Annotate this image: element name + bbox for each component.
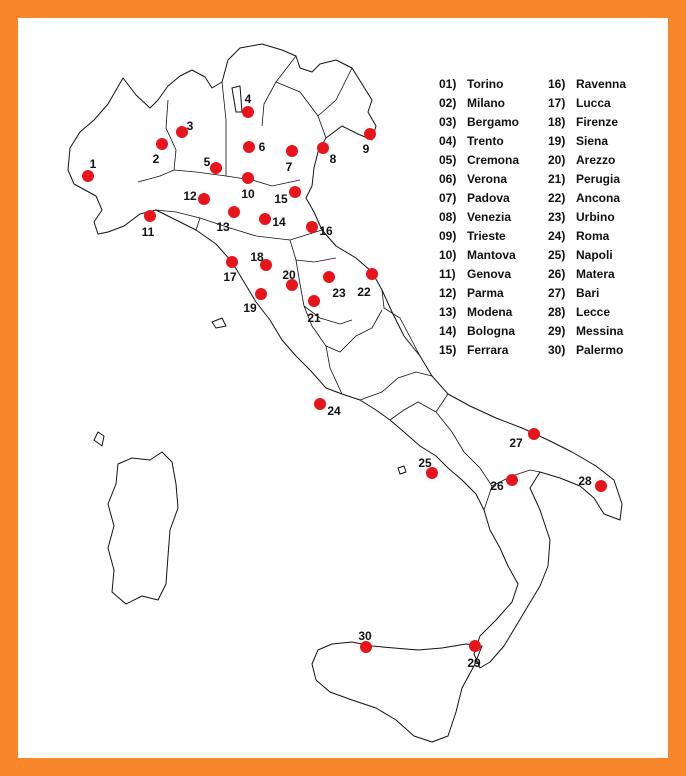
city-pin-ferrara (289, 186, 301, 198)
legend-row (439, 303, 519, 322)
legend-row (439, 284, 519, 303)
legend-city-name: Trieste (467, 229, 506, 243)
city-pin-label: 20 (282, 268, 296, 283)
legend-city-name: Trento (467, 134, 504, 148)
mainland-coastline (68, 44, 622, 671)
sicily-coastline (312, 642, 482, 742)
legend-number: 26) (548, 267, 566, 281)
legend-city-name: Milano (467, 96, 505, 110)
lake-outline (232, 86, 242, 112)
legend-city-name: Arezzo (576, 153, 616, 167)
city-pin-torino (82, 170, 94, 182)
legend-number: 29) (548, 324, 566, 338)
legend-city-name: Cremona (467, 153, 520, 167)
legend-number: 22) (548, 191, 566, 205)
city-pin-padova (286, 145, 298, 157)
legend-row (439, 246, 519, 265)
city-pin-label: 3 (186, 119, 194, 134)
legend-row (548, 75, 626, 94)
legend-row (439, 132, 519, 151)
legend-city-name: Messina (576, 324, 624, 338)
legend-row (439, 189, 519, 208)
legend-col1 (439, 75, 519, 360)
legend-city-name: Modena (467, 305, 513, 319)
legend-city-name: Urbino (576, 210, 615, 224)
city-pin-genova (144, 210, 156, 222)
city-pin-matera (506, 474, 518, 486)
legend-city-name: Bergamo (467, 115, 520, 129)
legend-city-name: Lucca (576, 96, 611, 110)
legend-row (548, 246, 626, 265)
city-pin-label: 17 (223, 270, 237, 285)
legend-city-name: Bari (576, 286, 600, 300)
legend-city-name: Padova (467, 191, 510, 205)
legend-row (548, 94, 626, 113)
legend-row (548, 265, 626, 284)
city-pin-label: 14 (272, 215, 286, 230)
legend-number: 10) (439, 248, 457, 262)
legend-row (548, 189, 626, 208)
legend-row (548, 322, 626, 341)
legend-number: 13) (439, 305, 457, 319)
legend-number: 05) (439, 153, 457, 167)
legend-row (548, 170, 626, 189)
city-pin-label: 8 (329, 152, 337, 167)
legend-city-name: Verona (467, 172, 508, 186)
legend-number: 07) (439, 191, 457, 205)
legend-row (439, 265, 519, 284)
italy-outline (68, 44, 622, 742)
legend-city-name: Venezia (467, 210, 512, 224)
city-pin-mantova (242, 172, 254, 184)
legend-number: 19) (548, 134, 566, 148)
legend-city-name: Roma (576, 229, 610, 243)
legend-number: 08) (439, 210, 457, 224)
legend-city-name: Napoli (576, 248, 613, 262)
legend-row (439, 208, 519, 227)
city-pin-label: 12 (183, 189, 197, 204)
legend-row (548, 151, 626, 170)
legend-row (548, 113, 626, 132)
legend-row (548, 303, 626, 322)
corsica-coastline (94, 432, 104, 446)
city-pin-label: 1 (89, 157, 97, 172)
city-pin-trieste (364, 128, 376, 140)
city-pin-label: 25 (418, 456, 432, 471)
legend-number: 17) (548, 96, 566, 110)
legend-city-name: Ancona (576, 191, 621, 205)
city-pin-label: 9 (362, 142, 370, 157)
legend-number: 14) (439, 324, 457, 338)
legend-number: 20) (548, 153, 566, 167)
legend-city-name: Ravenna (576, 77, 627, 91)
legend-row (548, 208, 626, 227)
city-pin-verona (243, 141, 255, 153)
legend-row (439, 113, 519, 132)
campania-islands (398, 466, 406, 474)
legend-city-name: Ferrara (467, 343, 509, 357)
legend-number: 21) (548, 172, 566, 186)
city-pin-label: 5 (203, 155, 211, 170)
legend-number: 16) (548, 77, 566, 91)
legend-city-name: Perugia (576, 172, 621, 186)
legend-number: 01) (439, 77, 457, 91)
city-pin-ancona (366, 268, 378, 280)
city-pin-label: 11 (141, 225, 155, 240)
legend-number: 11) (439, 267, 456, 281)
city-pin-messina (469, 640, 481, 652)
city-pin-venezia (317, 142, 329, 154)
legend-city-name: Parma (467, 286, 504, 300)
city-pin-siena (255, 288, 267, 300)
city-pin-label: 21 (307, 311, 321, 326)
legend-number: 09) (439, 229, 457, 243)
city-pin-lecce (595, 480, 607, 492)
city-pin-modena (228, 206, 240, 218)
city-pin-label: 16 (319, 224, 333, 239)
legend-city-name: Mantova (467, 248, 516, 262)
city-pin-bari (528, 428, 540, 440)
legend-row (439, 94, 519, 113)
legend-row (548, 132, 626, 151)
city-pin-lucca (226, 256, 238, 268)
city-pin-label: 4 (244, 92, 252, 107)
legend-number: 18) (548, 115, 566, 129)
legend-number: 24) (548, 229, 566, 243)
city-pin-label: 29 (467, 656, 481, 671)
legend-city-name: Genova (467, 267, 512, 281)
legend-col2 (548, 75, 626, 360)
city-pins (82, 92, 610, 671)
legend-city-name: Lecce (576, 305, 611, 319)
legend-number: 27) (548, 286, 566, 300)
legend-city-name: Bologna (467, 324, 515, 338)
city-pin-label: 10 (241, 187, 255, 202)
legend-row (439, 75, 519, 94)
legend-row (439, 151, 519, 170)
elba-coastline (212, 318, 226, 328)
legend-number: 06) (439, 172, 457, 186)
city-pin-label: 15 (274, 192, 288, 207)
legend-row (548, 341, 626, 360)
city-pin-label: 7 (285, 160, 293, 175)
city-pin-label: 18 (250, 250, 264, 265)
city-pin-urbino (323, 271, 335, 283)
legend-number: 03) (439, 115, 457, 129)
legend-number: 28) (548, 305, 566, 319)
city-pin-cremona (210, 162, 222, 174)
legend-city-name: Siena (576, 134, 609, 148)
legend-row (439, 322, 519, 341)
city-pin-label: 6 (258, 140, 266, 155)
city-pin-milano (156, 138, 168, 150)
legend-number: 25) (548, 248, 566, 262)
city-pin-label: 27 (509, 436, 523, 451)
legend-number: 12) (439, 286, 457, 300)
legend-row (439, 341, 519, 360)
city-pin-label: 19 (243, 301, 257, 316)
legend-city-name: Torino (467, 77, 504, 91)
legend-number: 04) (439, 134, 457, 148)
legend-number: 30) (548, 343, 566, 357)
legend-row (548, 284, 626, 303)
city-pin-label: 28 (578, 474, 592, 489)
legend-number: 23) (548, 210, 566, 224)
city-pin-bologna (259, 213, 271, 225)
legend-number: 15) (439, 343, 457, 357)
city-pin-label: 22 (357, 285, 371, 300)
city-pin-parma (198, 193, 210, 205)
legend-city-name: Matera (576, 267, 615, 281)
city-pin-label: 24 (327, 404, 341, 419)
city-pin-ravenna (306, 221, 318, 233)
city-pin-trento (242, 106, 254, 118)
legend-row (439, 170, 519, 189)
city-pin-label: 26 (490, 479, 504, 494)
legend-row (548, 227, 626, 246)
city-pin-roma (314, 398, 326, 410)
legend-row (439, 227, 519, 246)
city-pin-perugia (308, 295, 320, 307)
city-pin-label: 13 (216, 220, 230, 235)
sardinia-coastline (108, 452, 178, 604)
legend-city-name: Firenze (576, 115, 619, 129)
legend-number: 02) (439, 96, 457, 110)
legend-city-name: Palermo (576, 343, 624, 357)
city-pin-label: 30 (358, 629, 372, 644)
city-pin-label: 2 (152, 152, 160, 167)
city-pin-label: 23 (332, 286, 346, 301)
